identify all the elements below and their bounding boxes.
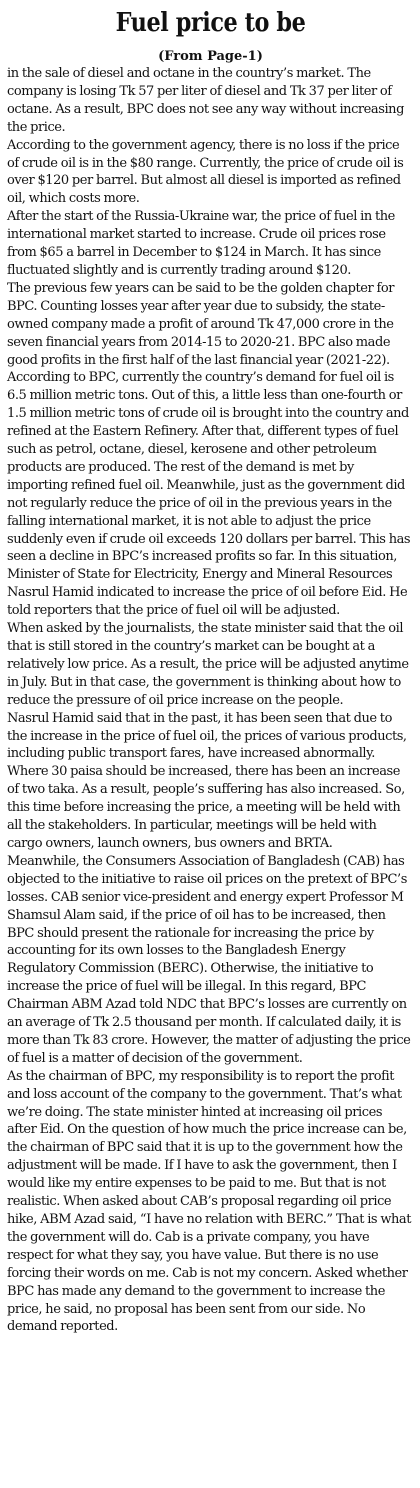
paragraph: in the sale of diesel and octane in the country’s market. The company is losing Tk 57 per liter of diesel and Tk 37 per liter of octane. As a result, BPC does not see any way without increasing the price.	[7, 66, 404, 135]
paragraph: Nasrul Hamid said that in the past, it has been seen that due to the increase in the price of fuel oil, the prices of various products, including public transport fares, have increased abnormally. Where 30 paisa should be increased, there has been an increase of two taka. As a result, people’s suffering has also increased. So, this time before increasing the price, a meeting will be held with all the stakeholders. In particular, meetings will be held with cargo owners, launch owners, bus owners and BRTA.	[7, 710, 407, 851]
paragraph: The previous few years can be said to be the golden chapter for BPC. Counting losses year after year due to subsidy, the state-owned company made a profit of around Tk 47,000 crore in the seven financial years from 2014-15 to 2020-21. BPC also made good profits in the first half of the last financial year (2021-22).	[7, 280, 394, 368]
paragraph: After the start of the Russia-Ukraine war, the price of fuel in the international market started to increase. Crude oil prices rose from $65 a barrel in December to $124 in March. It has since fluctuated slightly and is currently trading around $120.	[7, 209, 395, 278]
paragraph: According to the government agency, there is no loss if the price of crude oil is in the $80 range. Currently, the price of crude oil is over $120 per barrel. But almost all diesel is imported as refined oil, which costs more.	[7, 137, 404, 207]
continuation-note: (From Page-1)	[158, 49, 263, 64]
article-body	[7, 65, 414, 1336]
paragraph: As the chairman of BPC, my responsibility is to report the profit and loss account of the company to the government. That’s what we’re doing. The state minister hinted at increasing oil prices after Eid. On the question of how much the price increase can be, the chairman of BPC said that it is up to the government how the adjustment will be made. If I have to ask the government, then I would like my entire expenses to be paid to me. But that is not realistic. When asked about CAB’s proposal regarding oil price hike, ABM Azad said, “I have no relation with BERC.” That is what the government will do. Cab is a private company, you have respect for what they say, you have value. But there is no use forcing their words on me. Cab is not my concern. Asked whether BPC has made any demand to the government to increase the price, he said, no proposal has been sent from our side. No demand reported.	[7, 1068, 412, 1335]
paragraph: According to BPC, currently the country’s demand for fuel oil is 6.5 million metric tons. Out of this, a little less than one-fourth or 1.5 million metric tons of crude oil is brought into the country and refined at the Eastern Refinery. After that, different types of fuel such as petrol, octane, diesel, kerosene and other petroleum products are produced. The rest of the demand is met by importing refined fuel oil. Meanwhile, just as the government did not regularly reduce the price of oil in the previous years in the falling international market, it is not able to adjust the price suddenly even if crude oil exceeds 120 dollars per barrel. This has seen a decline in BPC’s increased profits so far. In this situation, Minister of State for Electricity, Energy and Mineral Resources Nasrul Hamid indicated to increase the price of oil before Eid. He told reporters that the price of fuel oil will be adjusted.	[7, 370, 411, 619]
paragraph: Meanwhile, the Consumers Association of Bangladesh (CAB) has objected to the initiative to raise oil prices on the pretext of BPC’s losses. CAB senior vice-president and energy expert Professor M Shamsul Alam said, if the price of oil has to be increased, then BPC should present the rationale for increasing the price by accounting for its own losses to the Bangladesh Energy Regulatory Commission (BERC). Otherwise, the initiative to increase the price of fuel will be illegal. In this regard, BPC Chairman ABM Azad told NDC that BPC’s losses are currently on an average of Tk 2.5 thousand per month. If calculated daily, it is more than Tk 83 crore. However, the matter of adjusting the price of fuel is a matter of decision of the government.	[7, 853, 411, 1066]
paragraph: When asked by the journalists, the state minister said that the oil that is still stored in the country’s market can be bought at a relatively low price. As a result, the price will be adjusted anytime in July. But in that case, the government is thinking about how to reduce the pressure of oil price increase on the people.	[7, 621, 409, 708]
article-headline: Fuel price to be	[115, 8, 306, 38]
